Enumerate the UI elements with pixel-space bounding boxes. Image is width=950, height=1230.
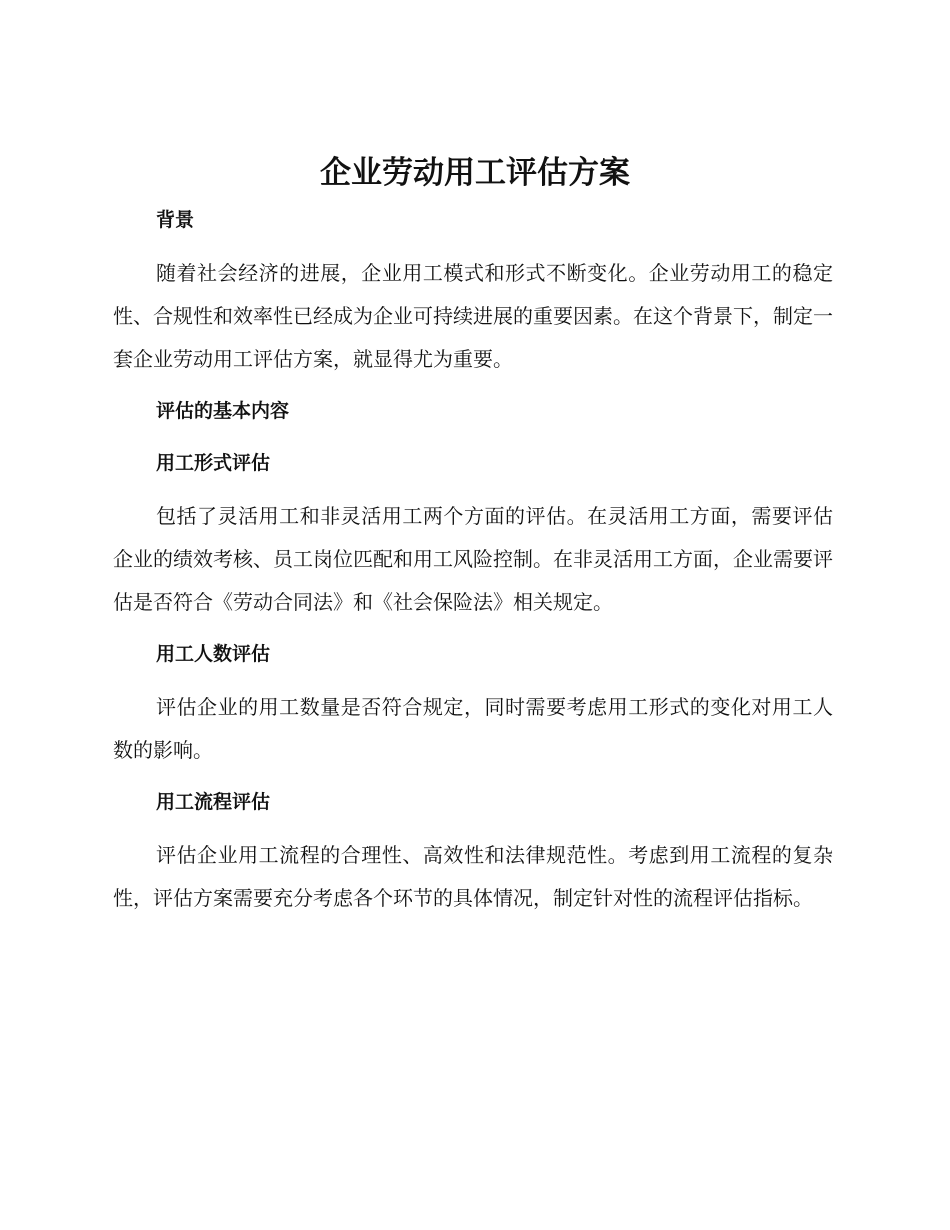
section-paragraph-process: 评估企业用工流程的合理性、高效性和法律规范性。考虑到用工流程的复杂性，评估方案需要充分考虑各个环节的具体情况，制定针对性的流程评估指标。	[113, 843, 833, 910]
section-paragraph-headcount: 评估企业的用工数量是否符合规定，同时需要考虑用工形式的变化对用工人数的影响。	[113, 695, 833, 762]
section-paragraph-background: 随着社会经济的进展，企业用工模式和形式不断变化。企业劳动用工的稳定性、合规性和效率性已经成为企业可持续进展的重要因素。在这个背景下，制定一套企业劳动用工评估方案，就显得尤为重要。	[113, 261, 833, 371]
section-heading-basic-content: 评估的基本内容	[156, 400, 290, 422]
document-body	[113, 200, 833, 920]
section-heading-employment-form: 用工形式评估	[156, 452, 271, 474]
document-title: 企业劳动用工评估方案	[320, 155, 630, 191]
section-heading-process: 用工流程评估	[156, 791, 271, 813]
section-heading-headcount: 用工人数评估	[156, 643, 271, 665]
section-paragraph-employment-form: 包括了灵活用工和非灵活用工两个方面的评估。在灵活用工方面，需要评估企业的绩效考核、员工岗位匹配和用工风险控制。在非灵活用工方面，企业需要评估是否符合《劳动合同法》和《社会保险法》相关规定。	[113, 504, 833, 614]
section-heading-background: 背景	[156, 209, 195, 231]
